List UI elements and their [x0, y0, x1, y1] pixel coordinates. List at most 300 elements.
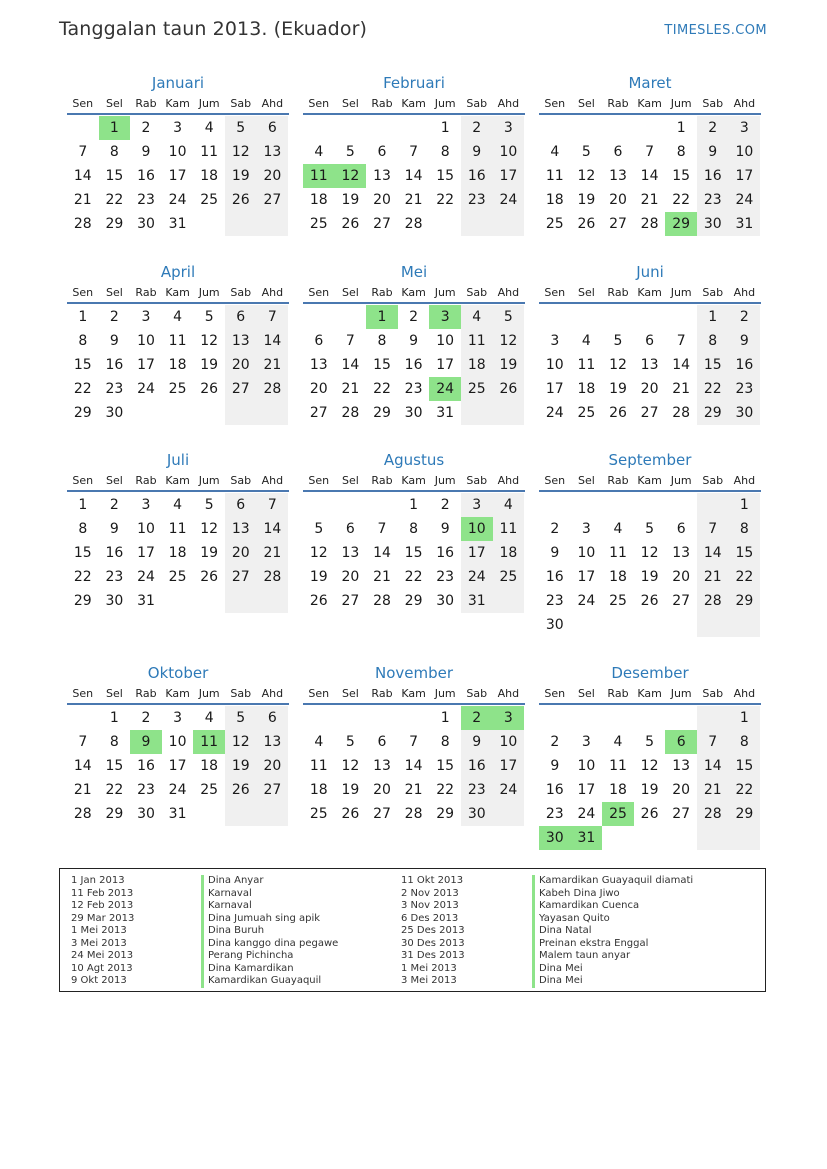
- day-cell[interactable]: 7: [377, 521, 387, 537]
- day-cell[interactable]: 9: [550, 758, 560, 774]
- day-cell[interactable]: 28: [404, 216, 423, 232]
- day-cell[interactable]: 31: [461, 589, 493, 613]
- day-cell[interactable]: 9: [130, 730, 162, 754]
- day-cell[interactable]: 3: [581, 734, 591, 750]
- day-cell[interactable]: 28: [257, 565, 289, 589]
- day-cell[interactable]: 24: [461, 565, 493, 589]
- day-cell[interactable]: 5: [493, 305, 525, 329]
- day-cell[interactable]: 15: [436, 168, 455, 184]
- day-cell[interactable]: 7: [257, 493, 289, 517]
- day-cell[interactable]: 12: [493, 329, 525, 353]
- day-cell[interactable]: 8: [78, 521, 88, 537]
- day-cell[interactable]: 15: [697, 353, 729, 377]
- day-cell[interactable]: 5: [225, 116, 257, 140]
- day-cell[interactable]: 1: [729, 706, 761, 730]
- day-cell[interactable]: 9: [697, 140, 729, 164]
- day-cell[interactable]: 5: [345, 144, 355, 160]
- day-cell[interactable]: 17: [436, 357, 455, 373]
- day-cell[interactable]: 16: [697, 164, 729, 188]
- day-cell[interactable]: 25: [545, 216, 564, 232]
- day-cell[interactable]: 1: [78, 497, 88, 513]
- day-cell[interactable]: 29: [73, 405, 92, 421]
- day-cell[interactable]: 12: [640, 758, 659, 774]
- day-cell[interactable]: 20: [373, 782, 391, 798]
- day-cell[interactable]: 12: [200, 521, 219, 537]
- day-cell[interactable]: 21: [697, 565, 729, 589]
- day-cell[interactable]: 27: [257, 778, 289, 802]
- day-cell[interactable]: 5: [645, 734, 655, 750]
- day-cell[interactable]: 13: [373, 168, 391, 184]
- day-cell[interactable]: 3: [173, 120, 183, 136]
- day-cell[interactable]: 22: [373, 381, 391, 397]
- day-cell[interactable]: 26: [341, 216, 360, 232]
- day-cell[interactable]: 29: [404, 593, 423, 609]
- day-cell[interactable]: 26: [200, 569, 219, 585]
- day-cell[interactable]: 19: [200, 357, 219, 373]
- day-cell[interactable]: 10: [729, 140, 761, 164]
- day-cell[interactable]: 2: [109, 497, 119, 513]
- day-cell[interactable]: 13: [225, 517, 257, 541]
- day-cell[interactable]: 4: [204, 710, 214, 726]
- day-cell[interactable]: 6: [645, 333, 655, 349]
- day-cell[interactable]: 6: [377, 734, 387, 750]
- day-cell[interactable]: 2: [729, 305, 761, 329]
- day-cell[interactable]: 31: [137, 593, 155, 609]
- day-cell[interactable]: 4: [550, 144, 560, 160]
- day-cell[interactable]: 12: [225, 140, 257, 164]
- day-cell[interactable]: 20: [672, 569, 691, 585]
- day-cell[interactable]: 3: [729, 116, 761, 140]
- day-cell[interactable]: 1: [676, 120, 686, 136]
- day-cell[interactable]: 1: [99, 116, 131, 140]
- day-cell[interactable]: 7: [697, 730, 729, 754]
- day-cell[interactable]: 4: [173, 309, 183, 325]
- day-cell[interactable]: 14: [672, 357, 691, 373]
- day-cell[interactable]: 10: [545, 357, 564, 373]
- day-cell[interactable]: 18: [168, 357, 187, 373]
- day-cell[interactable]: 11: [545, 168, 564, 184]
- day-cell[interactable]: 27: [225, 565, 257, 589]
- day-cell[interactable]: 18: [168, 545, 187, 561]
- day-cell[interactable]: 15: [672, 168, 691, 184]
- day-cell[interactable]: 5: [314, 521, 324, 537]
- day-cell[interactable]: 9: [461, 730, 493, 754]
- day-cell[interactable]: 6: [665, 730, 697, 754]
- day-cell[interactable]: 14: [404, 758, 423, 774]
- day-cell[interactable]: 6: [613, 144, 623, 160]
- day-cell[interactable]: 28: [73, 216, 92, 232]
- day-cell[interactable]: 23: [105, 569, 124, 585]
- day-cell[interactable]: 16: [137, 168, 155, 184]
- day-cell[interactable]: 9: [409, 333, 419, 349]
- day-cell[interactable]: 24: [429, 377, 461, 401]
- day-cell[interactable]: 24: [577, 593, 596, 609]
- day-cell[interactable]: 16: [436, 545, 455, 561]
- day-cell[interactable]: 1: [78, 309, 88, 325]
- day-cell[interactable]: 8: [109, 734, 119, 750]
- day-cell[interactable]: 24: [168, 192, 187, 208]
- day-cell[interactable]: 11: [609, 758, 627, 774]
- day-cell[interactable]: 30: [461, 802, 493, 826]
- day-cell[interactable]: 22: [672, 192, 691, 208]
- day-cell[interactable]: 23: [697, 188, 729, 212]
- day-cell[interactable]: 2: [141, 710, 151, 726]
- day-cell[interactable]: 7: [697, 517, 729, 541]
- day-cell[interactable]: 24: [493, 188, 525, 212]
- day-cell[interactable]: 3: [141, 309, 151, 325]
- day-cell[interactable]: 24: [137, 381, 155, 397]
- day-cell[interactable]: 2: [550, 521, 560, 537]
- day-cell[interactable]: 3: [493, 116, 525, 140]
- day-cell[interactable]: 15: [105, 758, 124, 774]
- day-cell[interactable]: 22: [729, 565, 761, 589]
- day-cell[interactable]: 12: [335, 164, 367, 188]
- day-cell[interactable]: 21: [640, 192, 659, 208]
- day-cell[interactable]: 30: [137, 806, 155, 822]
- day-cell[interactable]: 24: [493, 778, 525, 802]
- day-cell[interactable]: 10: [493, 730, 525, 754]
- day-cell[interactable]: 6: [377, 144, 387, 160]
- day-cell[interactable]: 14: [640, 168, 659, 184]
- day-cell[interactable]: 7: [645, 144, 655, 160]
- day-cell[interactable]: 14: [257, 329, 289, 353]
- day-cell[interactable]: 12: [341, 758, 360, 774]
- day-cell[interactable]: 23: [404, 381, 423, 397]
- day-cell[interactable]: 22: [697, 377, 729, 401]
- day-cell[interactable]: 8: [676, 144, 686, 160]
- day-cell[interactable]: 2: [461, 116, 493, 140]
- day-cell[interactable]: 13: [225, 329, 257, 353]
- day-cell[interactable]: 13: [309, 357, 328, 373]
- day-cell[interactable]: 26: [640, 806, 659, 822]
- day-cell[interactable]: 19: [640, 569, 659, 585]
- day-cell[interactable]: 13: [257, 730, 289, 754]
- day-cell[interactable]: 30: [105, 593, 124, 609]
- day-cell[interactable]: 19: [309, 569, 328, 585]
- day-cell[interactable]: 26: [577, 216, 596, 232]
- day-cell[interactable]: 21: [73, 192, 92, 208]
- day-cell[interactable]: 21: [73, 782, 92, 798]
- day-cell[interactable]: 10: [577, 758, 596, 774]
- day-cell[interactable]: 9: [729, 329, 761, 353]
- day-cell[interactable]: 22: [436, 192, 455, 208]
- day-cell[interactable]: 28: [373, 593, 391, 609]
- day-cell[interactable]: 27: [341, 593, 360, 609]
- day-cell[interactable]: 18: [200, 168, 219, 184]
- day-cell[interactable]: 26: [493, 377, 525, 401]
- day-cell[interactable]: 23: [729, 377, 761, 401]
- day-cell[interactable]: 14: [697, 541, 729, 565]
- day-cell[interactable]: 4: [461, 305, 493, 329]
- day-cell[interactable]: 8: [109, 144, 119, 160]
- day-cell[interactable]: 25: [168, 569, 187, 585]
- day-cell[interactable]: 26: [309, 593, 328, 609]
- day-cell[interactable]: 11: [168, 521, 187, 537]
- day-cell[interactable]: 21: [257, 353, 289, 377]
- day-cell[interactable]: 17: [168, 758, 187, 774]
- day-cell[interactable]: 5: [204, 309, 214, 325]
- day-cell[interactable]: 31: [436, 405, 455, 421]
- day-cell[interactable]: 7: [78, 734, 88, 750]
- day-cell[interactable]: 19: [493, 353, 525, 377]
- day-cell[interactable]: 20: [225, 541, 257, 565]
- day-cell[interactable]: 17: [493, 164, 525, 188]
- day-cell[interactable]: 13: [257, 140, 289, 164]
- day-cell[interactable]: 28: [404, 806, 423, 822]
- day-cell[interactable]: 20: [341, 569, 360, 585]
- day-cell[interactable]: 8: [377, 333, 387, 349]
- day-cell[interactable]: 21: [257, 541, 289, 565]
- day-cell[interactable]: 1: [697, 305, 729, 329]
- day-cell[interactable]: 27: [373, 806, 391, 822]
- day-cell[interactable]: 15: [73, 357, 92, 373]
- day-cell[interactable]: 8: [409, 521, 419, 537]
- day-cell[interactable]: 2: [550, 734, 560, 750]
- day-cell[interactable]: 8: [697, 329, 729, 353]
- day-cell[interactable]: 9: [109, 333, 119, 349]
- day-cell[interactable]: 18: [609, 782, 627, 798]
- day-cell[interactable]: 24: [577, 806, 596, 822]
- day-cell[interactable]: 29: [73, 593, 92, 609]
- day-cell[interactable]: 22: [105, 782, 124, 798]
- day-cell[interactable]: 17: [577, 782, 596, 798]
- day-cell[interactable]: 2: [440, 497, 450, 513]
- day-cell[interactable]: 2: [697, 116, 729, 140]
- day-cell[interactable]: 27: [225, 377, 257, 401]
- day-cell[interactable]: 28: [341, 405, 360, 421]
- day-cell[interactable]: 29: [436, 806, 455, 822]
- day-cell[interactable]: 15: [105, 168, 124, 184]
- day-cell[interactable]: 19: [609, 381, 627, 397]
- day-cell[interactable]: 20: [609, 192, 627, 208]
- day-cell[interactable]: 4: [613, 734, 623, 750]
- day-cell[interactable]: 7: [78, 144, 88, 160]
- day-cell[interactable]: 5: [581, 144, 591, 160]
- day-cell[interactable]: 13: [672, 545, 691, 561]
- brand-link[interactable]: TIMESLES.COM: [664, 23, 767, 38]
- day-cell[interactable]: 28: [672, 405, 691, 421]
- day-cell[interactable]: 11: [577, 357, 596, 373]
- day-cell[interactable]: 20: [309, 381, 328, 397]
- day-cell[interactable]: 29: [697, 401, 729, 425]
- day-cell[interactable]: 9: [141, 144, 151, 160]
- day-cell[interactable]: 27: [309, 405, 328, 421]
- day-cell[interactable]: 21: [672, 381, 691, 397]
- day-cell[interactable]: 18: [461, 353, 493, 377]
- day-cell[interactable]: 18: [200, 758, 219, 774]
- day-cell[interactable]: 7: [409, 734, 419, 750]
- day-cell[interactable]: 19: [640, 782, 659, 798]
- day-cell[interactable]: 26: [640, 593, 659, 609]
- day-cell[interactable]: 29: [105, 216, 124, 232]
- day-cell[interactable]: 21: [697, 778, 729, 802]
- day-cell[interactable]: 22: [729, 778, 761, 802]
- day-cell[interactable]: 8: [729, 517, 761, 541]
- day-cell[interactable]: 30: [436, 593, 455, 609]
- day-cell[interactable]: 28: [257, 377, 289, 401]
- day-cell[interactable]: 25: [168, 381, 187, 397]
- day-cell[interactable]: 10: [577, 545, 596, 561]
- day-cell[interactable]: 1: [440, 120, 450, 136]
- day-cell[interactable]: 17: [545, 381, 564, 397]
- day-cell[interactable]: 15: [729, 541, 761, 565]
- day-cell[interactable]: 8: [78, 333, 88, 349]
- day-cell[interactable]: 16: [461, 754, 493, 778]
- day-cell[interactable]: 5: [204, 497, 214, 513]
- day-cell[interactable]: 14: [697, 754, 729, 778]
- day-cell[interactable]: 19: [200, 545, 219, 561]
- day-cell[interactable]: 23: [105, 381, 124, 397]
- day-cell[interactable]: 24: [137, 569, 155, 585]
- day-cell[interactable]: 3: [493, 706, 525, 730]
- day-cell[interactable]: 10: [493, 140, 525, 164]
- day-cell[interactable]: 24: [545, 405, 564, 421]
- day-cell[interactable]: 21: [341, 381, 360, 397]
- day-cell[interactable]: 3: [173, 710, 183, 726]
- day-cell[interactable]: 20: [672, 782, 691, 798]
- day-cell[interactable]: 29: [665, 212, 697, 236]
- day-cell[interactable]: 25: [309, 216, 328, 232]
- day-cell[interactable]: 2: [141, 120, 151, 136]
- day-cell[interactable]: 6: [225, 493, 257, 517]
- day-cell[interactable]: 17: [137, 357, 155, 373]
- day-cell[interactable]: 16: [404, 357, 423, 373]
- day-cell[interactable]: 10: [168, 734, 187, 750]
- day-cell[interactable]: 25: [577, 405, 596, 421]
- day-cell[interactable]: 27: [257, 188, 289, 212]
- day-cell[interactable]: 7: [676, 333, 686, 349]
- day-cell[interactable]: 11: [461, 329, 493, 353]
- day-cell[interactable]: 3: [550, 333, 560, 349]
- day-cell[interactable]: 9: [461, 140, 493, 164]
- day-cell[interactable]: 31: [168, 216, 187, 232]
- day-cell[interactable]: 4: [204, 120, 214, 136]
- day-cell[interactable]: 9: [440, 521, 450, 537]
- day-cell[interactable]: 4: [613, 521, 623, 537]
- day-cell[interactable]: 28: [697, 802, 729, 826]
- day-cell[interactable]: 12: [609, 357, 627, 373]
- day-cell[interactable]: 18: [577, 381, 596, 397]
- day-cell[interactable]: 19: [577, 192, 596, 208]
- day-cell[interactable]: 1: [729, 493, 761, 517]
- day-cell[interactable]: 18: [609, 569, 627, 585]
- day-cell[interactable]: 11: [168, 333, 187, 349]
- day-cell[interactable]: 25: [602, 802, 634, 826]
- day-cell[interactable]: 19: [225, 754, 257, 778]
- day-cell[interactable]: 6: [314, 333, 324, 349]
- day-cell[interactable]: 27: [640, 405, 659, 421]
- day-cell[interactable]: 15: [73, 545, 92, 561]
- day-cell[interactable]: 14: [373, 545, 391, 561]
- day-cell[interactable]: 11: [303, 164, 335, 188]
- day-cell[interactable]: 13: [341, 545, 360, 561]
- day-cell[interactable]: 1: [366, 305, 398, 329]
- day-cell[interactable]: 5: [613, 333, 623, 349]
- day-cell[interactable]: 21: [373, 569, 391, 585]
- day-cell[interactable]: 30: [697, 212, 729, 236]
- day-cell[interactable]: 11: [193, 730, 225, 754]
- day-cell[interactable]: 18: [545, 192, 564, 208]
- day-cell[interactable]: 25: [200, 782, 219, 798]
- day-cell[interactable]: 23: [461, 778, 493, 802]
- day-cell[interactable]: 25: [493, 565, 525, 589]
- day-cell[interactable]: 6: [257, 706, 289, 730]
- day-cell[interactable]: 24: [168, 782, 187, 798]
- day-cell[interactable]: 21: [404, 782, 423, 798]
- day-cell[interactable]: 22: [404, 569, 423, 585]
- day-cell[interactable]: 22: [105, 192, 124, 208]
- day-cell[interactable]: 23: [545, 806, 564, 822]
- day-cell[interactable]: 27: [373, 216, 391, 232]
- day-cell[interactable]: 22: [73, 381, 92, 397]
- day-cell[interactable]: 13: [672, 758, 691, 774]
- day-cell[interactable]: 23: [545, 593, 564, 609]
- day-cell[interactable]: 30: [545, 617, 564, 633]
- day-cell[interactable]: 6: [676, 521, 686, 537]
- day-cell[interactable]: 14: [257, 517, 289, 541]
- day-cell[interactable]: 20: [257, 164, 289, 188]
- day-cell[interactable]: 2: [109, 309, 119, 325]
- day-cell[interactable]: 29: [373, 405, 391, 421]
- day-cell[interactable]: 31: [729, 212, 761, 236]
- day-cell[interactable]: 29: [105, 806, 124, 822]
- day-cell[interactable]: 9: [109, 521, 119, 537]
- day-cell[interactable]: 28: [640, 216, 659, 232]
- day-cell[interactable]: 26: [200, 381, 219, 397]
- day-cell[interactable]: 16: [105, 545, 124, 561]
- day-cell[interactable]: 8: [440, 144, 450, 160]
- day-cell[interactable]: 26: [225, 188, 257, 212]
- day-cell[interactable]: 23: [137, 782, 155, 798]
- day-cell[interactable]: 17: [577, 569, 596, 585]
- day-cell[interactable]: 20: [373, 192, 391, 208]
- day-cell[interactable]: 31: [571, 826, 603, 850]
- day-cell[interactable]: 10: [137, 333, 155, 349]
- day-cell[interactable]: 2: [409, 309, 419, 325]
- day-cell[interactable]: 19: [225, 164, 257, 188]
- day-cell[interactable]: 12: [640, 545, 659, 561]
- day-cell[interactable]: 31: [168, 806, 187, 822]
- day-cell[interactable]: 16: [105, 357, 124, 373]
- day-cell[interactable]: 17: [493, 754, 525, 778]
- day-cell[interactable]: 14: [73, 758, 92, 774]
- day-cell[interactable]: 13: [609, 168, 627, 184]
- day-cell[interactable]: 18: [309, 782, 328, 798]
- day-cell[interactable]: 27: [672, 593, 691, 609]
- day-cell[interactable]: 5: [225, 706, 257, 730]
- day-cell[interactable]: 3: [581, 521, 591, 537]
- day-cell[interactable]: 1: [440, 710, 450, 726]
- day-cell[interactable]: 29: [729, 589, 761, 613]
- day-cell[interactable]: 10: [137, 521, 155, 537]
- day-cell[interactable]: 5: [645, 521, 655, 537]
- day-cell[interactable]: 26: [609, 405, 627, 421]
- day-cell[interactable]: 28: [73, 806, 92, 822]
- day-cell[interactable]: 3: [141, 497, 151, 513]
- day-cell[interactable]: 4: [314, 144, 324, 160]
- day-cell[interactable]: 25: [200, 192, 219, 208]
- day-cell[interactable]: 11: [609, 545, 627, 561]
- day-cell[interactable]: 4: [314, 734, 324, 750]
- day-cell[interactable]: 7: [409, 144, 419, 160]
- day-cell[interactable]: 19: [341, 192, 360, 208]
- day-cell[interactable]: 11: [200, 144, 219, 160]
- day-cell[interactable]: 30: [729, 401, 761, 425]
- day-cell[interactable]: 13: [373, 758, 391, 774]
- day-cell[interactable]: 9: [550, 545, 560, 561]
- day-cell[interactable]: 16: [137, 758, 155, 774]
- day-cell[interactable]: 15: [436, 758, 455, 774]
